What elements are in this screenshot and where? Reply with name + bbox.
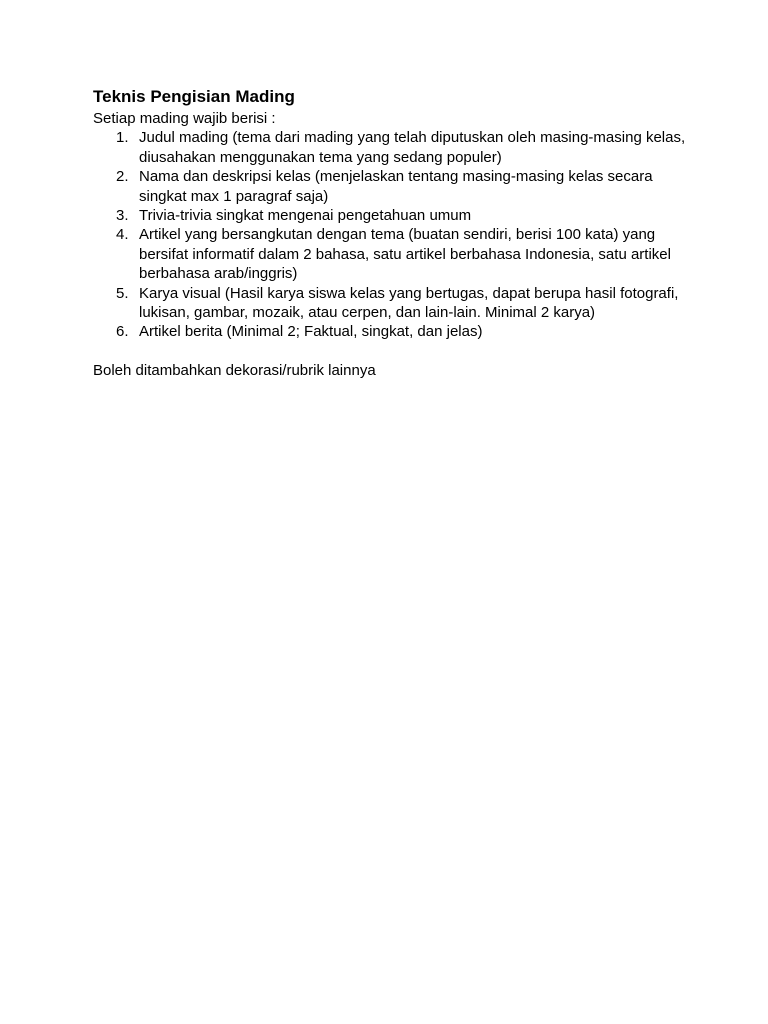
list-item-number: 4. [116, 226, 129, 244]
list-item-text: Trivia-trivia singkat mengenai pengetahuan umum [139, 207, 472, 225]
intro-text: Setiap mading wajib berisi : [93, 110, 276, 127]
list-item-text: Artikel yang bersangkutan dengan tema (buatan sendiri, berisi 100 kata) yang bersifat informatif dalam 2 bahasa, satu artikel berbahasa Indonesia, satu artikel berbahasa arab/inggris) [139, 226, 671, 283]
list-item-text: Judul mading (tema dari mading yang telah diputuskan oleh masing-masing kelas, diusahakan menggunakan tema yang sedang populer) [139, 129, 686, 166]
list-item [93, 128, 693, 167]
list-item-number: 5. [116, 284, 129, 302]
list-item [93, 225, 693, 283]
requirements-list [93, 128, 693, 341]
list-item-number: 1. [116, 129, 129, 147]
list-item-text: Nama dan deskripsi kelas (menjelaskan tentang masing-masing kelas secara singkat max 1 paragraf saja) [139, 168, 653, 205]
list-item-text: Artikel berita (Minimal 2; Faktual, singkat, dan jelas) [139, 323, 483, 341]
list-item-number: 6. [116, 323, 129, 341]
list-item [93, 284, 693, 323]
list-item [93, 167, 693, 206]
list-item-number: 2. [116, 168, 129, 186]
document-content [93, 86, 693, 380]
list-item [93, 206, 693, 225]
list-item-number: 3. [116, 207, 129, 225]
document-title: Teknis Pengisian Mading [93, 87, 295, 106]
closing-text: Boleh ditambahkan dekorasi/rubrik lainnya [93, 361, 376, 379]
list-item-text: Karya visual (Hasil karya siswa kelas yang bertugas, dapat berupa hasil fotografi, lukisan, gambar, mozaik, atau cerpen, dan lain-lain. Minimal 2 karya) [139, 284, 679, 322]
list-item [93, 322, 693, 341]
